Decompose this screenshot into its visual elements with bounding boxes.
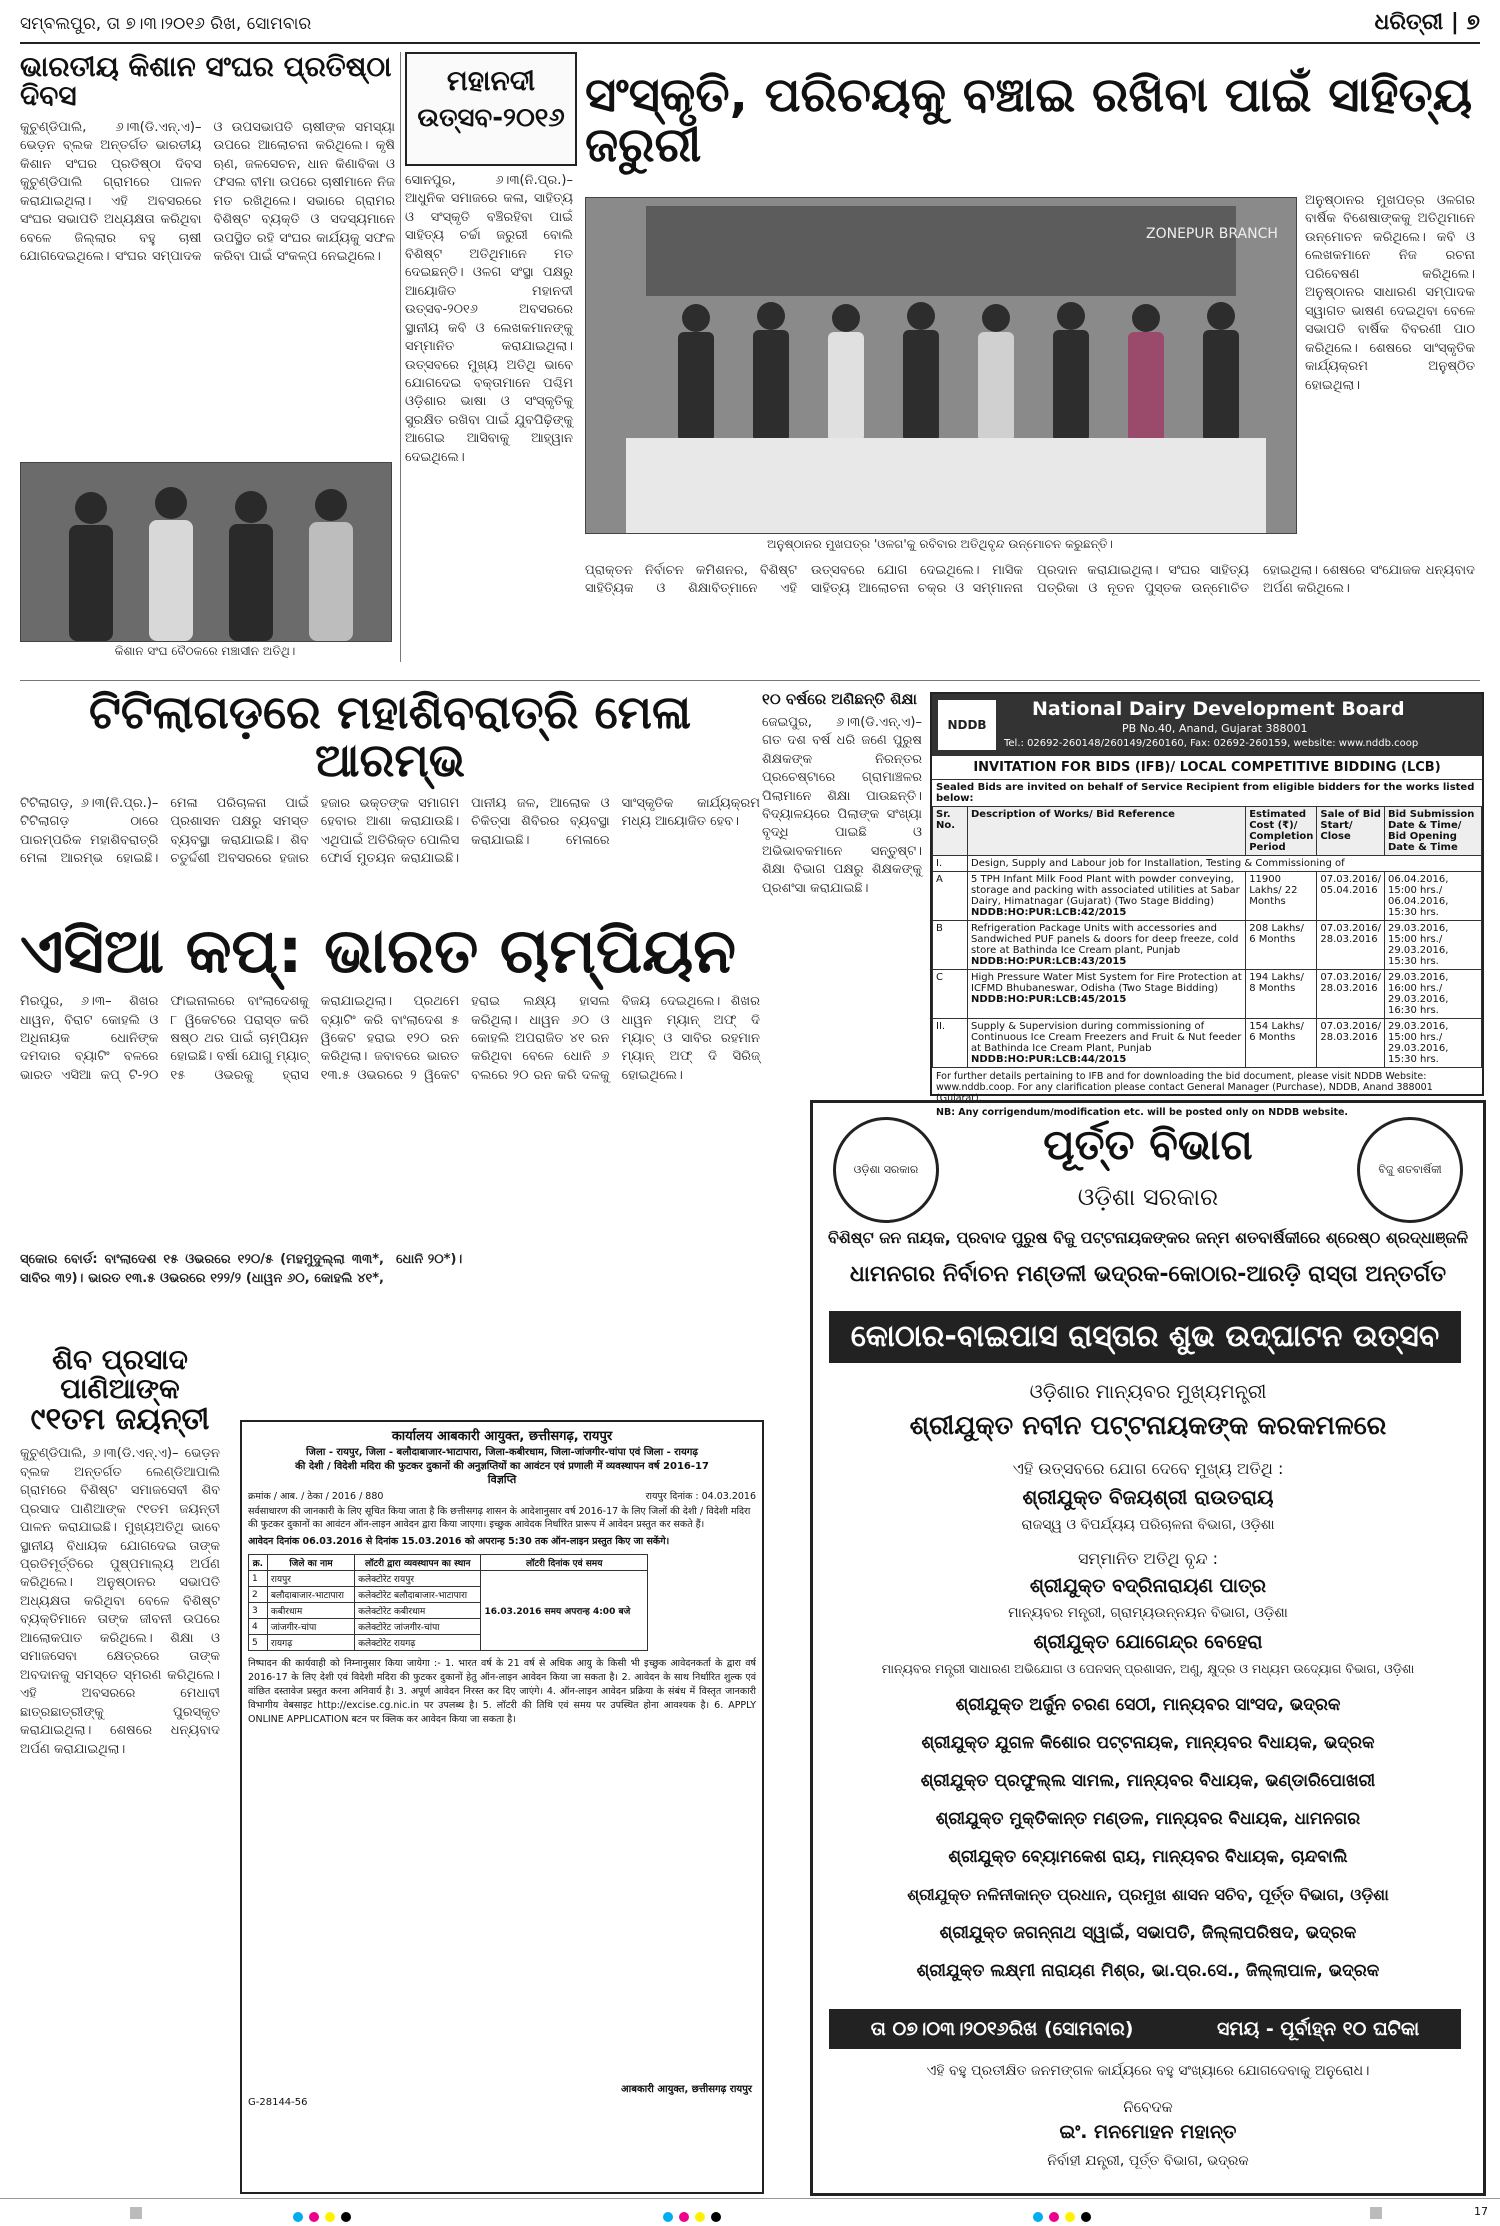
photo-people-illustration — [21, 463, 391, 641]
excise-signature: आबकारी आयुक्त, छत्तीसगढ़ रायपुर — [621, 2084, 752, 2096]
bid-ref: NDDB:HO:PUR:LCB:44/2015 — [971, 1054, 1127, 1065]
guest7: ଶ୍ରୀଯୁକ୍ତ ବ୍ୟୋମକେଶ ରାୟ, ମାନ୍ୟବର ବିଧାୟକ, ଚାନ୍ଦବାଲି — [948, 1847, 1348, 1867]
cell-no: C — [933, 970, 968, 1019]
table-header-row — [933, 807, 1482, 856]
chief-guest-name: ଶ୍ରୀଯୁକ୍ତ ବିଜୟଶ୍ରୀ ରାଉତରାୟ — [1022, 1485, 1274, 1509]
excise-code: G-28144-56 — [248, 2097, 308, 2109]
gray-swatch — [130, 2207, 142, 2219]
stage-banner-text: ZONEPUR BRANCH — [1146, 226, 1278, 242]
cell: 1 — [249, 1571, 268, 1587]
shiba-headline-1: ଶିବ ପ୍ରସାଦ — [52, 1343, 188, 1376]
table-header-row — [249, 1555, 648, 1571]
cell-sale: 07.03.2016/ 05.04.2016 — [1317, 872, 1385, 921]
guest6: ଶ୍ରୀଯୁକ୍ତ ମୁକ୍ତିକାନ୍ତ ମଣ୍ଡଳ, ମାନ୍ୟବର ବିଧାୟକ, ଧାମନଗର — [935, 1809, 1361, 1829]
table-row — [933, 1019, 1482, 1068]
guest8: ଶ୍ରୀଯୁକ୍ତ ନଳିନୀକାନ୍ତ ପ୍ରଧାନ, ପ୍ରମୁଖ ଶାସନ ସଚିବ, ପୂର୍ତ୍ତ ବିଭାଗ, ଓଡ଼ିଶା — [907, 1885, 1389, 1904]
cell: रायपुर — [267, 1571, 354, 1587]
nddb-contact: Tel.: 02692-260148/260149/260160, Fax: 02692-260159, website: www.nddb.coop — [1004, 738, 1419, 749]
cell-no: A — [933, 872, 968, 921]
shiba-headline-2: ପାଣିଆଙ୍କ — [60, 1372, 180, 1406]
table-row — [933, 856, 1482, 872]
article-mahanadi — [405, 52, 1480, 677]
cell-desc — [968, 970, 1246, 1019]
guest5: ଶ୍ରୀଯୁକ୍ତ ପ୍ରଫୁଲ୍ଲ ସାମଲ, ମାନ୍ୟବର ବିଧାୟକ, ଭଣ୍ଡାରିପୋଖରୀ — [920, 1771, 1376, 1791]
col-cost: Estimated Cost (₹)/ Completion Period — [1246, 807, 1317, 856]
asia-cup-scoreboard: ସ୍କୋର ବୋର୍ଡ: ବାଂଲାଦେଶ ୧୫ ଓଭରରେ ୧୨୦/୫ (ମହମୁଦୁଲ୍ଲା ୩୩*, ସାବିର ୩୨)। ଭାରତ ୧୩.୫ ଓଭରରେ ୧୨୨/୨ (ଧାୱନ ୬୦, କୋହଲି ୪୧*, ଧୋନି ୨୦*)। — [20, 1252, 463, 1286]
masthead: ଧରିତ୍ରୀ | ୭ — [1374, 10, 1480, 35]
guest1-name: ଶ୍ରୀଯୁକ୍ତ ବଦ୍ରିନାରାୟଣ ପାତ୍ର — [1029, 1575, 1267, 1597]
cell: कलेक्टोरेट रायपुर — [355, 1571, 481, 1587]
yellow-dot — [695, 2212, 705, 2222]
col-district: जिले का नाम — [267, 1555, 354, 1571]
excise-title3: की देशी / विदेशी मदिरा की फुटकर दुकानों की अनुज्ञप्तियों का आवंटन एवं प्रणाली में व्यवस्थापन वर्ष 2016-17 — [295, 1461, 709, 1472]
nddb-logo — [938, 700, 996, 750]
guest2-name: ଶ୍ରୀଯୁକ୍ତ ଯୋଗେନ୍ଦ୍ର ବେହେରା — [1033, 1631, 1263, 1653]
table-row — [249, 1571, 648, 1587]
mahanadi-tag-line2: ଉତ୍ସବ-୨୦୧୬ — [417, 103, 565, 134]
chief-guest-label: ଏହି ଉତ୍ସବରେ ଯୋଗ ଦେବେ ମୁଖ୍ୟ ଅତିଥି : — [1012, 1459, 1284, 1478]
cell-submit: 29.03.2016, 15:00 hrs./ 29.03.2016, 15:30 hrs. — [1385, 921, 1482, 970]
titilagarh-body: ଟିଟିଲାଗଡ଼, ୬।୩(ନି.ପ୍ର.)– ଟିଟିଲାଗଡ଼ ଠାରେ ପାରମ୍ପରିକ ମହାଶିବରାତ୍ରି ମେଳା ଆରମ୍ଭ ହୋଇଛି। ମେଳା ପରିଚାଳନା ପାଇଁ ପ୍ରଶାସନ ପକ୍ଷରୁ ସମସ୍ତ ବ୍ୟବସ୍ଥା କରାଯାଇଛି। ଶିବ ଚତୁର୍ଦ୍ଦଶୀ ଅବସରରେ ହଜାର ହଜାର ଭକ୍ତଙ୍କ ସମାଗମ ହେବାର ଆଶା କରାଯାଉଛି। ଏଥିପାଇଁ ଅତିରିକ୍ତ ପୋଲିସ ଫୋର୍ସ ମୁତୟନ କରାଯାଇଛି। ପାନୀୟ ଜଳ, ଆଲୋକ ଓ ଚିକିତ୍ସା ଶିବିରର ବ୍ୟବସ୍ଥା କରାଯାଇଛି। ମେଳାରେ ସାଂସ୍କୃତିକ କାର୍ଯ୍ୟକ୍ରମ ମଧ୍ୟ ଆୟୋଜିତ ହେବ। — [20, 795, 760, 866]
nddb-nb: NB: Any corrigendum/modification etc. will be posted only on NDDB website. — [936, 1107, 1349, 1118]
cell-desc — [968, 921, 1246, 970]
govt-ad-title: ପୂର୍ତ୍ତ ବିଭାଗ — [1043, 1120, 1253, 1169]
cm-title: ଓଡ଼ିଶାର ମାନ୍ୟବର ମୁଖ୍ୟମନ୍ତ୍ରୀ — [1029, 1381, 1267, 1403]
color-dots — [290, 2207, 354, 2226]
excise-para1: सर्वसाधारण की जानकारी के लिए सूचित किया जाता है कि छत्तीसगढ़ शासन के आदेशानुसार वर्ष 2016-17 के लिए जिलों की देशी / विदेशी मदिरा की फुटकर दुकानों का आवंटन ऑन-लाइन आवेदन द्वारा किया जाएगा। इच्छुक आवेदक निर्धारित प्रारूप में आवेदन प्रस्तुत कर सकते हैं। — [248, 1506, 751, 1530]
cell: बलौदाबाजार-भाटापारा — [267, 1587, 354, 1603]
cell: 2 — [249, 1587, 268, 1603]
nddb-table — [932, 806, 1482, 1068]
cell: कबीरधाम — [267, 1603, 354, 1619]
color-dots — [1030, 2207, 1094, 2226]
excise-ref-left: क्रमांक / आब. / ठेका / 2016 / 880 — [248, 1491, 384, 1502]
cyan-dot — [1033, 2212, 1043, 2222]
govt-ad-event: କୋଠାର-ବାଇପାସ ରାସ୍ତାର ଶୁଭ ଉଦ୍‌ଘାଟନ ଉତ୍ସବ — [850, 1319, 1440, 1354]
cell-submit: 29.03.2016, 15:00 hrs./ 29.03.2016, 15:30 hrs. — [1385, 1019, 1482, 1068]
nddb-ad — [930, 692, 1484, 1118]
col-place: लॉटरी द्वारा व्यवस्थापन का स्थान — [355, 1555, 481, 1571]
bid-ref: NDDB:HO:PUR:LCB:42/2015 — [971, 907, 1127, 918]
guests-label: ସମ୍ମାନିତ ଅତିଥି ବୃନ୍ଦ : — [1077, 1549, 1219, 1568]
mahanadi-body-left: ସୋନପୁର, ୬।୩(ନି.ପ୍ର.)– ଆଧୁନିକ ସମାଜରେ କଳା, ସାହିତ୍ୟ ଓ ସଂସ୍କୃତି ବଞ୍ଚିରହିବା ପାଇଁ ସାହିତ୍ୟ ଚର୍ଚ୍ଚା ଜରୁରୀ ବୋଲି ବିଶିଷ୍ଟ ଅତିଥିମାନେ ମତ ଦେଇଛନ୍ତି। ଓଳଗ ସଂସ୍ଥା ପକ୍ଷରୁ ଆୟୋଜିତ ମହାନଦୀ ଉତ୍ସବ-୨୦୧୬ ଅବସରରେ ସ୍ଥାନୀୟ କବି ଓ ଲେଖକମାନଙ୍କୁ ସମ୍ମାନିତ କରାଯାଇଥିଲା। ଉତ୍ସବରେ ମୁଖ୍ୟ ଅତିଥି ଭାବେ ଯୋଗଦେଇ ବକ୍ତାମାନେ ପଶ୍ଚିମ ଓଡ଼ିଶାର ଭାଷା ଓ ସଂସ୍କୃତିକୁ ସୁରକ୍ଷିତ ରଖିବା ପାଇଁ ଯୁବପିଢ଼ିଙ୍କୁ ଆଗେଇ ଆସିବାକୁ ଆହ୍ୱାନ ଦେଇଥିଲେ। — [405, 173, 573, 465]
nddb-logo-text: NDDB — [947, 718, 987, 732]
print-registration-marks — [0, 2198, 1500, 2226]
emblem-text: ଓଡ଼ିଶା ସରକାର — [853, 1163, 919, 1176]
color-dots — [660, 2207, 724, 2226]
guest3: ଶ୍ରୀଯୁକ୍ତ ଅର୍ଜୁନ ଚରଣ ସେଠୀ, ମାନ୍ୟବର ସାଂସଦ, ଭଦ୍ରକ — [955, 1695, 1341, 1715]
cell: कलेक्टोरेट रायगढ़ — [355, 1635, 481, 1651]
asia-cup-headline: ଏସିଆ କପ୍: ଭାରତ ଚାମ୍ପିୟନ — [20, 914, 736, 987]
cell-sale: 07.03.2016/ 28.03.2016 — [1317, 921, 1385, 970]
biju-logo-text: ବିଜୁ ଶତବାର୍ଷିକୀ — [1378, 1163, 1442, 1176]
cell: 5 — [249, 1635, 268, 1651]
mahanadi-tag — [405, 52, 577, 166]
cell: 4 — [249, 1619, 268, 1635]
date-time-banner — [829, 2009, 1461, 2049]
kisan-photo — [20, 462, 392, 642]
yellow-dot — [1065, 2212, 1075, 2222]
kisan-caption: କିଶାନ ସଂଘ ବୈଠକରେ ମଞ୍ଚାସୀନ ଅତିଥି। — [114, 644, 296, 658]
col-submit: Bid Submission Date & Time/ Bid Opening Date & Time — [1385, 807, 1482, 856]
desc-text: Supply & Supervision during commissioning of Continuous Ice Cream Freezers and Fruit & Nut feeder at Bathinda Ice Cream Plant, Punjab — [971, 1021, 1242, 1054]
magenta-dot — [309, 2212, 319, 2222]
cell: कलेक्टोरेट कबीरधाम — [355, 1603, 481, 1619]
govt-ad-invite: ଏହି ବହୁ ପ୍ରତୀକ୍ଷିତ ଜନମଙ୍ଗଳ କାର୍ଯ୍ୟରେ ବହୁ ସଂଖ୍ୟାରେ ଯୋଗଦେବାକୁ ଅନୁରୋଧ। — [926, 2063, 1370, 2079]
excise-title1: कार्यालय आबकारी आयुक्त, छत्तीसगढ़, रायपुर — [391, 1429, 613, 1444]
cell-desc — [968, 872, 1246, 921]
table-row — [933, 872, 1482, 921]
guest10: ଶ୍ରୀଯୁକ୍ତ ଲକ୍ଷ୍ମୀ ନାରାୟଣ ମିଶ୍ର, ଭା.ପ୍ର.ସେ., ଜିଲ୍ଲାପାଳ, ଭଦ୍ରକ — [916, 1961, 1380, 1981]
article-shiba — [20, 1345, 220, 2190]
nddb-footer-note: For further details pertaining to IFB and for downloading the bid document, please visit NDDB Website: www.nddb.coop. For any clarification please contact General Manager (Purchase), NDDB, Anand 388001 (Gujarat). — [936, 1071, 1433, 1104]
paper-name: ଧରିତ୍ରୀ — [1374, 10, 1444, 35]
govt-ad-constituency: ଧାମନଗର ନିର୍ବାଚନ ମଣ୍ଡଳୀ ଭଦ୍ରକ-କୋଠାର-ଆରଡ଼ି ରାସ୍ତା ଅନ୍ତର୍ଗତ — [849, 1262, 1447, 1287]
cell-cost: 208 Lakhs/ 6 Months — [1246, 921, 1317, 970]
table-row — [933, 921, 1482, 970]
mahanadi-body-bottom: ପ୍ରାକ୍ତନ ନିର୍ବାଚନ କମିଶନର, ବିଶିଷ୍ଟ ସାହିତ୍ୟିକ ଓ ଶିକ୍ଷାବିତ୍ମାନେ ଏହି ଉତ୍ସବରେ ଯୋଗ ଦେଇଥିଲେ। ମାସିକ ସାହିତ୍ୟ ଆଲୋଚନା ଚକ୍ର ଓ ସମ୍ମାନନା ପ୍ରଦାନ କରାଯାଇଥିଲା। ସଂଘର ସାହିତ୍ୟ ପତ୍ରିକା ଓ ନୂତନ ପୁସ୍ତକ ଉନ୍ମୋଚିତ ହୋଇଥିଲା। ଶେଷରେ ସଂଯୋଜକ ଧନ୍ୟବାଦ ଅର୍ପଣ କରିଥିଲେ। — [585, 563, 1475, 597]
black-dot — [1081, 2212, 1091, 2222]
nddb-org-name: National Dairy Development Board — [1032, 698, 1405, 720]
gray-swatch — [1370, 2207, 1382, 2219]
cell-desc: Design, Supply and Labour job for Installation, Testing & Commissioning of — [968, 856, 1482, 872]
cell-sale: 07.03.2016/ 28.03.2016 — [1317, 970, 1385, 1019]
asia-cup-body: ମିରପୁର, ୬।୩– ଶିଖର ଧାୱନ, ବିରାଟ କୋହଲି ଓ ଅଧିନାୟକ ଧୋନିଙ୍କ ଦମଦାର ବ୍ୟାଟିଂ ବଳରେ ଭାରତ ଏସିଆ କପ୍ ଟି-୨୦ ଫାଇନାଲରେ ବାଂଲାଦେଶକୁ ୮ ୱିକେଟରେ ପରାସ୍ତ କରି ଷଷ୍ଠ ଥର ପାଇଁ ଚାମ୍ପିୟନ ହୋଇଛି। ବର୍ଷା ଯୋଗୁ ମ୍ୟାଚ୍ ୧୫ ଓଭରକୁ ହ୍ରାସ କରାଯାଇଥିଲା। ପ୍ରଥମେ ବ୍ୟାଟିଂ କରି ବାଂଲାଦେଶ ୫ ୱିକେଟ ହରାଇ ୧୨୦ ରନ କରିଥିଲା। ଜବାବରେ ଭାରତ ୧୩.୫ ଓଭରରେ ୨ ୱିକେଟ ହରାଇ ଲକ୍ଷ୍ୟ ହାସଲ କରିଥିଲା। ଧାୱନ ୬୦ ଓ କୋହଲି ଅପରାଜିତ ୪୧ ରନ କରିଥିବା ବେଳେ ଧୋନି ୬ ବଲରେ ୨୦ ରନ କରି ଦଳକୁ ବିଜୟ ଦେଇଥିଲେ। ଶିଖର ଧାୱନ ମ୍ୟାନ୍ ଅଫ୍ ଦି ମ୍ୟାଚ୍ ଓ ସାବିର ରହମାନ ମ୍ୟାନ୍ ଅଫ୍ ଦି ସିରିଜ୍ ହୋଇଥିଲେ। — [20, 994, 760, 1083]
mahanadi-caption: ଅନୁଷ୍ଠାନର ମୁଖପତ୍ର 'ଓଳଗ'କୁ ରବିବାର ଅତିଥିବୃନ୍ଦ ଉନ୍ମୋଚନ କରୁଛନ୍ତି। — [767, 537, 1113, 551]
page-number: ୭ — [1466, 10, 1480, 35]
mahanadi-tag-line1: ମହାନଦୀ — [446, 64, 536, 97]
event-date: ତା ୦୭।୦୩।୨୦୧୬ରିଖ (ସୋମବାର) — [870, 2018, 1134, 2040]
shiba-body: କୁଚୁଣ୍ଡିପାଲି, ୬।୩(ଡି.ଏନ୍.ଏ)– ଭେଡ଼ନ ବ୍ଲକ ଅନ୍ତର୍ଗତ ଲେଣ୍ଡିଆପାଲି ଗ୍ରାମରେ ବିଶିଷ୍ଟ ସମାଜସେବୀ ଶିବ ପ୍ରସାଦ ପାଣିଆଙ୍କ ୯୧ତମ ଜୟନ୍ତୀ ପାଳନ କରାଯାଇଛି। ମୁଖ୍ୟଅତିଥି ଭାବେ ସ୍ଥାନୀୟ ବିଧାୟକ ଯୋଗଦେଇ ତାଙ୍କ ପ୍ରତିମୂର୍ତ୍ତିରେ ପୁଷ୍ପମାଲ୍ୟ ଅର୍ପଣ କରିଥିଲେ। ଅନୁଷ୍ଠାନର ସଭାପତି ଅଧ୍ୟକ୍ଷତା କରିଥିବା ବେଳେ ବିଶିଷ୍ଟ ବ୍ୟକ୍ତିମାନେ ତାଙ୍କ ଜୀବନୀ ଉପରେ ଆଲୋକପାତ କରିଥିଲେ। ଶିକ୍ଷା ଓ ସମାଜସେବା କ୍ଷେତ୍ରରେ ତାଙ୍କ ଅବଦାନକୁ ସମସ୍ତେ ସ୍ମରଣ କରିଥିଲେ। ଏହି ଅବସରରେ ମେଧାବୀ ଛାତ୍ରଛାତ୍ରୀଙ୍କୁ ପୁରସ୍କୃତ କରାଯାଇଥିଲା। ଶେଷରେ ଧନ୍ୟବାଦ ଅର୍ପଣ କରାଯାଇଥିଲା। — [20, 1446, 220, 1757]
cell: कलेक्टोरेट जांजगीर-चांपा — [355, 1619, 481, 1635]
cell-sale: 07.03.2016/ 28.03.2016 — [1317, 1019, 1385, 1068]
govt-ad-tribute: ବିଶିଷ୍ଟ ଜନ ନାୟକ, ପ୍ରବାଦ ପୁରୁଷ ବିଜୁ ପଟ୍ଟନାୟକଙ୍କର ଜନ୍ମ ଶତବାର୍ଷିକୀରେ ଶ୍ରେଷ୍ଠ ଶ୍ରଦ୍ଧାଞ୍ଜଳି — [827, 1228, 1469, 1247]
excise-para3: निष्पादन की कार्यवाही को निम्नानुसार किया जायेगा :- 1. भारत वर्ष के 21 वर्ष से अधिक आयु के किसी भी इच्छुक आवेदनकर्ता के द्वारा वर्ष 2016-17 के लिए देशी एवं विदेशी मदिरा की फुटकर दुकानों हेतु ऑन-लाइन आवेदन किया जा सकता है। 2. आवेदन के साथ निर्धारित शुल्क एवं वांछित दस्तावेज प्रस्तुत करना अनिवार्य है। 3. अपूर्ण आवेदन निरस्त कर दिए जाएंगे। 4. ऑन-लाइन आवेदन प्रक्रिया के संबंध में विस्तृत जानकारी विभागीय वेबसाइट http://excise.cg.nic.in पर उपलब्ध है। 5. लॉटरी की तिथि एवं समय पर उपस्थित होना आवश्यक है। 6. APPLY ONLINE APPLICATION बटन पर क्लिक कर आवेदन किया जा सकता है। — [248, 1658, 756, 1725]
excise-ref-row — [242, 1487, 762, 1504]
govt-ad-subtitle: ଓଡ଼ିଶା ସରକାର — [1077, 1183, 1219, 1211]
article-titilagarh — [20, 685, 760, 913]
signed-label: ନିବେଦକ — [1123, 2098, 1173, 2116]
article-asia-cup — [20, 914, 760, 1338]
photo-stage-illustration — [586, 198, 1296, 533]
desc-text: High Pressure Water Mist System for Fire Protection at ICFMD Bhubaneswar, Odisha (Two Stage Bidding) — [971, 972, 1242, 994]
yellow-dot — [325, 2212, 335, 2222]
kisan-body: କୁଚୁଣ୍ଡିପାଲି, ୬।୩(ଡି.ଏନ୍.ଏ)– ଭେଡ଼ନ ବ୍ଲକ ଅନ୍ତର୍ଗତ ଭାରତୀୟ କିଶାନ ସଂଘର ପ୍ରତିଷ୍ଠା ଦିବସ କୁଚୁଣ୍ଡିପାଲି ଗ୍ରାମରେ ପାଳନ କରାଯାଇଥିଲା। ଏହି ଅବସରରେ ସଂଘର ସଭାପତି ଅଧ୍ୟକ୍ଷତା କରିଥିବା ବେଳେ ଜିଲ୍ଲାର ବହୁ ଚାଷୀ ଯୋଗଦେଇଥିଲେ। ସଂଘର ସମ୍ପାଦକ ଓ ଉପସଭାପତି ଚାଷୀଙ୍କ ସମସ୍ୟା ଉପରେ ଆଲୋଚନା କରିଥିଲେ। କୃଷି ଋଣ, ଜଳସେଚନ, ଧାନ କିଣାବିକା ଓ ଫସଲ ବୀମା ଉପରେ ଚାଷୀମାନେ ନିଜ ମତ ରଖିଥିଲେ। ସଭାରେ ଗ୍ରାମର ବିଶିଷ୍ଟ ବ୍ୟକ୍ତି ଓ ସଦସ୍ୟମାନେ ଉପସ୍ଥିତ ରହି ସଂଘର କାର୍ଯ୍ୟକୁ ସଫଳ କରିବା ପାଇଁ ସଂକଳ୍ପ ନେଇଥିଲେ। — [20, 119, 395, 264]
bid-ref: NDDB:HO:PUR:LCB:45/2015 — [971, 994, 1127, 1005]
col-no: क्र. — [249, 1555, 268, 1571]
col-date: लॉटरी दिनांक एवं समय — [481, 1555, 648, 1571]
chief-guest-desc: ରାଜସ୍ୱ ଓ ବିପର୍ଯ୍ୟୟ ପରିଚାଳନା ବିଭାଗ, ଓଡ଼ିଶା — [1021, 1517, 1275, 1533]
excise-title4: विज्ञप्ति — [487, 1473, 517, 1486]
mahanadi-headline: ସଂସ୍କୃତି, ପରିଚୟକୁ ବଞ୍ଚାଇ ରଖିବା ପାଇଁ ସାହିତ୍ୟ ଜରୁରୀ — [585, 67, 1473, 174]
govt-ad-event-banner — [829, 1311, 1461, 1363]
article-education — [762, 692, 922, 1062]
cell-cost: 11900 Lakhs/ 22 Months — [1246, 872, 1317, 921]
education-body: ଜେଇପୁର, ୬।୩(ଡି.ଏନ୍.ଏ)– ଗତ ଦଶ ବର୍ଷ ଧରି ଜଣେ ପୁରୁଷ ଶିକ୍ଷକଙ୍କ ନିରନ୍ତର ପ୍ରଚେଷ୍ଟାରେ ଗ୍ରାମାଞ୍ଚଳର ପିଲାମାନେ ଶିକ୍ଷା ପାଉଛନ୍ତି। ବିଦ୍ୟାଳୟରେ ପିଲାଙ୍କ ସଂଖ୍ୟା ବୃଦ୍ଧି ପାଇଛି ଓ ଅଭିଭାବକମାନେ ସନ୍ତୁଷ୍ଟ। ଶିକ୍ଷା ବିଭାଗ ପକ୍ଷରୁ ଶିକ୍ଷକଙ୍କୁ ପ୍ରଶଂସା କରାଯାଇଛି। — [762, 714, 922, 896]
cell-cost: 194 Lakhs/ 8 Months — [1246, 970, 1317, 1019]
cell-submit: 06.04.2016, 15:00 hrs./ 06.04.2016, 15:30 hrs. — [1385, 872, 1482, 921]
desc-text: 5 TPH Infant Milk Food Plant with powder conveying, storage and packing with associated utilities at Sabar Dairy, Himatnagar (Gujarat) (Two Stage Bidding) — [971, 874, 1240, 907]
black-dot — [711, 2212, 721, 2222]
education-headline: ୧୦ ବର୍ଷରେ ଅଣିଛନ୍ତି ଶିକ୍ଷା — [762, 690, 917, 708]
govt-ad — [810, 1100, 1486, 2196]
signer-desc: ନିର୍ବାହୀ ଯନ୍ତ୍ରୀ, ପୂର୍ତ୍ତ ବିଭାଗ, ଭଦ୍ରକ — [1047, 2153, 1249, 2169]
cell: रायगढ़ — [267, 1635, 354, 1651]
excise-table — [248, 1554, 648, 1651]
black-dot — [341, 2212, 351, 2222]
nddb-address: PB No.40, Anand, Gujarat 388001 — [1122, 722, 1308, 735]
cell-no: I. — [933, 856, 968, 872]
table-row — [933, 970, 1482, 1019]
cell-desc — [968, 1019, 1246, 1068]
signer-name: ଇଂ. ମନମୋହନ ମହାନ୍ତ — [1059, 2121, 1237, 2143]
shiba-headline-3: ୯୧ତମ ଜୟନ୍ତୀ — [30, 1401, 210, 1437]
cell-no: II. — [933, 1019, 968, 1068]
mahanadi-photo — [585, 197, 1297, 534]
nddb-header — [932, 694, 1482, 756]
footer-page-no: 17 — [1474, 2205, 1488, 2218]
nddb-title: INVITATION FOR BIDS (IFB)/ LOCAL COMPETITIVE BIDDING (LCB) — [932, 756, 1482, 780]
cyan-dot — [293, 2212, 303, 2222]
cell: कलेक्टोरेट बलौदाबाजार-भाटापारा — [355, 1587, 481, 1603]
article-kisan — [20, 52, 395, 662]
col-sr: Sr. No. — [933, 807, 968, 856]
excise-ref-right: रायपुर दिनांक : 04.03.2016 — [645, 1491, 756, 1502]
dateline: ସମ୍ବଲପୁର, ତା ୭।୩।୨୦୧୬ ରିଖ, ସୋମବାର — [20, 14, 312, 34]
page-header — [20, 8, 1480, 44]
cm-name: ଶ୍ରୀଯୁକ୍ତ ନବୀନ ପଟ୍ଟନାୟକଙ୍କ କରକମଳରେ — [909, 1411, 1387, 1441]
event-time: ସମୟ - ପୂର୍ବାହ୍ନ ୧୦ ଘଟିକା — [1217, 2018, 1420, 2040]
guest2-desc: ମାନ୍ୟବର ମନ୍ତ୍ରୀ ସାଧାରଣ ଅଭିଯୋଗ ଓ ପେନସନ୍ ପ୍ରଶାସନ, ଅଣୁ, କ୍ଷୁଦ୍ର ଓ ମଧ୍ୟମ ଉଦ୍ୟୋଗ ବିଭାଗ, ଓଡ଼ିଶା — [881, 1661, 1415, 1676]
magenta-dot — [1049, 2212, 1059, 2222]
desc-text: Refrigeration Package Units with accessories and Sandwiched PUF panels & doors for deep freeze, cold store at Bathinda Ice Cream plant, Punjab — [971, 923, 1239, 956]
excise-title2: जिला - रायपुर, जिला - बलौदाबाजार-भाटापारा, जिला-कबीरधाम, जिला-जांजगीर-चांपा एवं जिला - रायगढ़ — [305, 1447, 699, 1458]
mahanadi-body-right: ଅନୁଷ୍ଠାନର ମୁଖପତ୍ର ଓଳଗର ବାର୍ଷିକ ବିଶେଷାଙ୍କକୁ ଅତିଥିମାନେ ଉନ୍ମୋଚନ କରିଥିଲେ। କବି ଓ ଲେଖକମାନେ ନିଜ ରଚନା ପରିବେଷଣ କରିଥିଲେ। ଅନୁଷ୍ଠାନର ସାଧାରଣ ସମ୍ପାଦକ ସ୍ୱାଗତ ଭାଷଣ ଦେଇଥିବା ବେଳେ ସଭାପତି ବାର୍ଷିକ ବିବରଣୀ ପାଠ କରିଥିଲେ। ଶେଷରେ ସାଂସ୍କୃତିକ କାର୍ଯ୍ୟକ୍ରମ ଅନୁଷ୍ଠିତ ହୋଇଥିଲା। — [1305, 193, 1475, 393]
cell-no: B — [933, 921, 968, 970]
nddb-intro: Sealed Bids are invited on behalf of Service Recipient from eligible bidders for the works listed below: — [936, 782, 1475, 804]
cyan-dot — [663, 2212, 673, 2222]
magenta-dot — [679, 2212, 689, 2222]
guest9: ଶ୍ରୀଯୁକ୍ତ ଜଗନ୍ନାଥ ସ୍ୱାଇଁ, ସଭାପତି, ଜିଲ୍ଲାପରିଷଦ, ଭଦ୍ରକ — [939, 1923, 1357, 1943]
kisan-headline: ଭାରତୀୟ କିଶାନ ସଂଘର ପ୍ରତିଷ୍ଠା ଦିବସ — [20, 50, 392, 113]
cell-cost: 154 Lakhs/ 6 Months — [1246, 1019, 1317, 1068]
cell: जांजगीर-चांपा — [267, 1619, 354, 1635]
cell-submit: 29.03.2016, 16:00 hrs./ 29.03.2016, 16:30 hrs. — [1385, 970, 1482, 1019]
excise-para2: आवेदन दिनांक 06.03.2016 से दिनांक 15.03.2016 को अपरान्ह 5:30 तक ऑन-लाइन प्रस्तुत किए जा सकेंगे। — [248, 1535, 670, 1547]
guest1-desc: ମାନ୍ୟବର ମନ୍ତ୍ରୀ, ଗ୍ରାମ୍ୟଉନ୍ନୟନ ବିଭାଗ, ଓଡ଼ିଶା — [1008, 1605, 1288, 1621]
cell: 16.03.2016 समय अपरान्ह 4:00 बजे — [481, 1571, 648, 1651]
excise-ad — [240, 1420, 764, 2194]
col-desc: Description of Works/ Bid Reference — [968, 807, 1246, 856]
section-divider — [20, 680, 1480, 681]
bid-ref: NDDB:HO:PUR:LCB:43/2015 — [971, 956, 1127, 967]
titilagarh-headline: ଟିଟିଲାଗଡ଼ରେ ମହାଶିବରାତ୍ରି ମେଳା ଆରମ୍ଭ — [88, 685, 691, 788]
guest4: ଶ୍ରୀଯୁକ୍ତ ଯୁଗଳ କିଶୋର ପଟ୍ଟନାୟକ, ମାନ୍ୟବର ବିଧାୟକ, ଭଦ୍ରକ — [921, 1733, 1375, 1753]
cell: 3 — [249, 1603, 268, 1619]
column-divider — [400, 52, 401, 662]
col-sale: Sale of Bid Start/ Close — [1317, 807, 1385, 856]
